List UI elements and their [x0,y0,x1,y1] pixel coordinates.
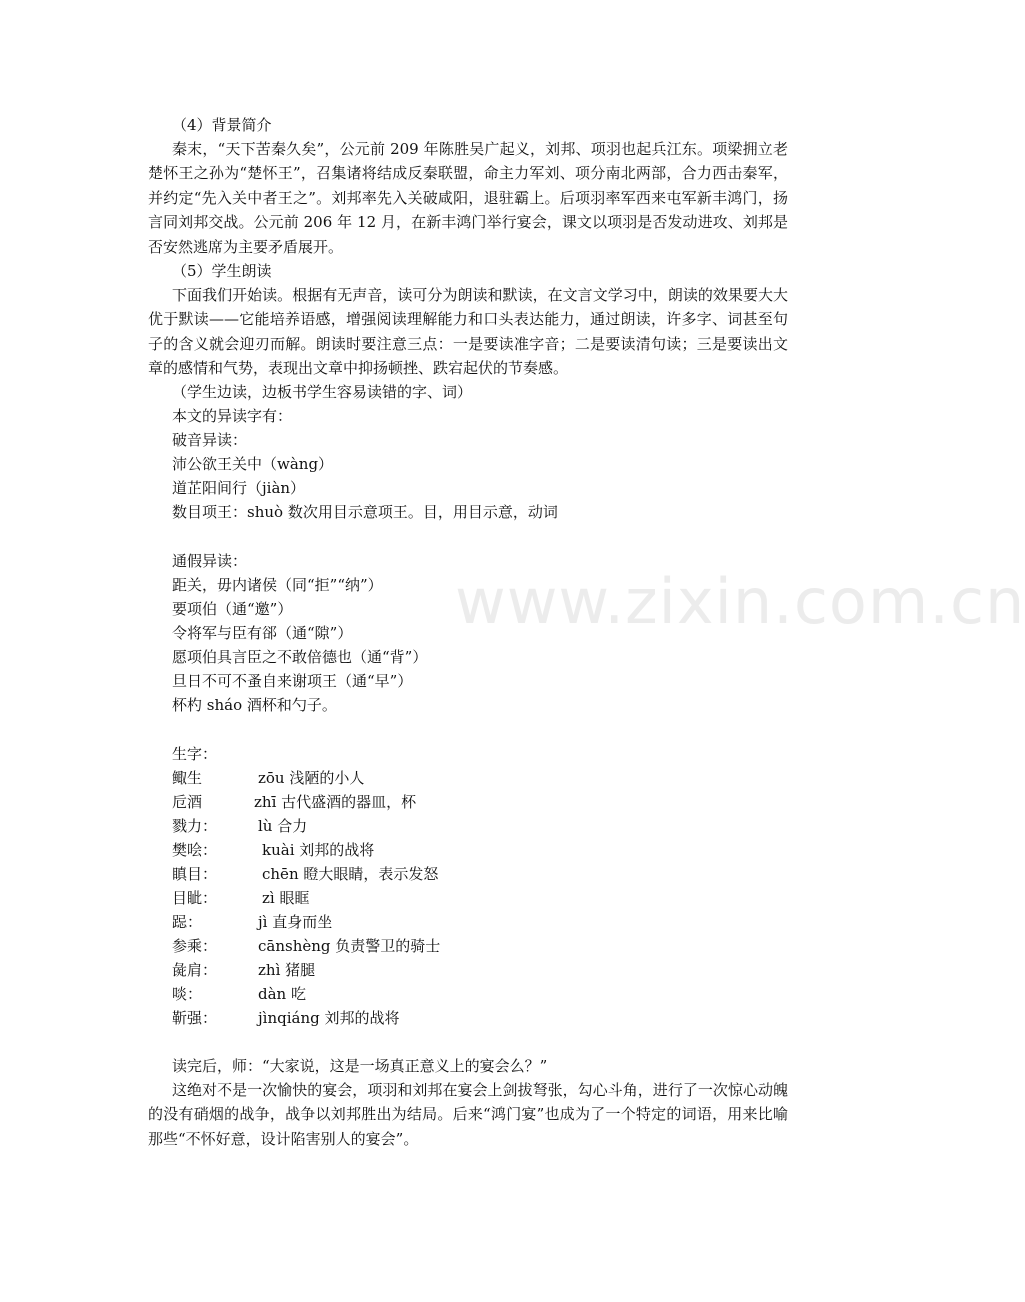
section-4-heading: （4）背景简介 [172,116,272,134]
tongjia-item: 要项伯（通“邀”） [172,600,293,618]
poyin-item: 数目项王：shuò 数次用目示意项王。目，用目示意，动词 [172,503,558,521]
tongjia-item: 距关，毋内诸侯（同“拒”“纳”） [172,576,383,594]
conclusion-paragraph: 这绝对不是一次愉快的宴会，项羽和刘邦在宴会上剑拔弩张，勾心斗角，进行了一次惊心动魄的没有硝烟的战争，战争以刘邦胜出为结局。后来“鸿门宴”也成为了一个特定的词语，用来比喻那些“不怀好意，设计陷害别人的宴会”。 [148,1081,788,1148]
tongjia-item: 令将军与臣有郤（通“隙”） [172,624,353,642]
vocab-definition: zhī 古代盛酒的器皿，杯 [254,793,417,811]
poyin-heading: 破音异读： [172,431,248,449]
poyin-item: 道芷阳间行（jiàn） [172,479,306,497]
tongjia-item: 愿项伯具言臣之不敢倍德也（通“背”） [172,648,428,666]
vocab-definition: jì 直身而坐 [258,913,333,931]
vocab-term: 啖： [172,985,203,1003]
readings-intro: 本文的异读字有： [172,407,293,425]
vocab-definition: zhì 猪腿 [258,961,316,979]
vocab-term: 樊哙： [172,841,218,859]
vocab-term: 鲰生 [172,769,203,787]
vocab-term: 靳强： [172,1009,218,1027]
vocab-term: 彘肩： [172,961,218,979]
teacher-question: 读完后，师：“大家说，这是一场真正意义上的宴会么？” [172,1057,548,1075]
vocab-definition: cānshèng 负责警卫的骑士 [258,937,441,955]
vocab-definition: zì 眼眶 [262,889,310,907]
tongjia-heading: 通假异读： [172,552,248,570]
board-note: （学生边读，边板书学生容易读错的字、词） [172,383,473,401]
vocab-definition: lù 合力 [258,817,308,835]
tongjia-item: 杯杓 sháo 酒杯和勺子。 [172,696,337,714]
poyin-item: 沛公欲王关中（wàng） [172,455,334,473]
background-paragraph: 秦末，“天下苦秦久矣”，公元前 209 年陈胜吴广起义，刘邦、项羽也起兵江东。项梁拥立老楚怀王之孙为“楚怀王”，召集诸将结成反秦联盟，命主力军刘、项分南北两部，合力西击秦军，并约定“先入关中者王之”。刘邦率先入关破咸阳，退驻霸上。后项羽率军西来屯军新丰鸿门，扬言同刘邦交战。公元前 206 年 12 月，在新丰鸿门举行宴会，课文以项羽是否发动进攻、刘邦是否安然逃席为主要矛盾展开。 [148,140,788,256]
vocab-term: 瞋目： [172,865,218,883]
vocab-definition: kuài 刘邦的战将 [262,841,375,859]
vocab-definition: chēn 瞪大眼睛，表示发怒 [262,865,439,883]
tongjia-item: 旦日不可不蚤自来谢项王（通“早”） [172,672,413,690]
watermark: www.zixin.com.cn [455,565,1025,638]
reading-paragraph: 下面我们开始读。根据有无声音，读可分为朗读和默读，在文言文学习中，朗读的效果要大大优于默读——它能培养语感，增强阅读理解能力和口头表达能力，通过朗读，许多字、词甚至句子的含义就会迎刃而解。朗读时要注意三点：一是要读准字音；二是要读清句读；三是要读出文章的感情和气势，表现出文章中抑扬顿挫、跌宕起伏的节奏感。 [148,286,788,378]
vocab-term: 参乘： [172,937,218,955]
vocab-definition: dàn 吃 [258,985,306,1003]
vocab-definition: jìnqiáng 刘邦的战将 [258,1009,400,1027]
vocab-term: 目眦： [172,889,218,907]
vocab-term: 戮力： [172,817,218,835]
vocab-heading: 生字： [172,745,218,763]
vocab-term: 卮酒 [172,793,203,811]
section-5-heading: （5）学生朗读 [172,262,272,280]
vocab-definition: zōu 浅陋的小人 [258,769,365,787]
vocab-term: 跽： [172,913,203,931]
